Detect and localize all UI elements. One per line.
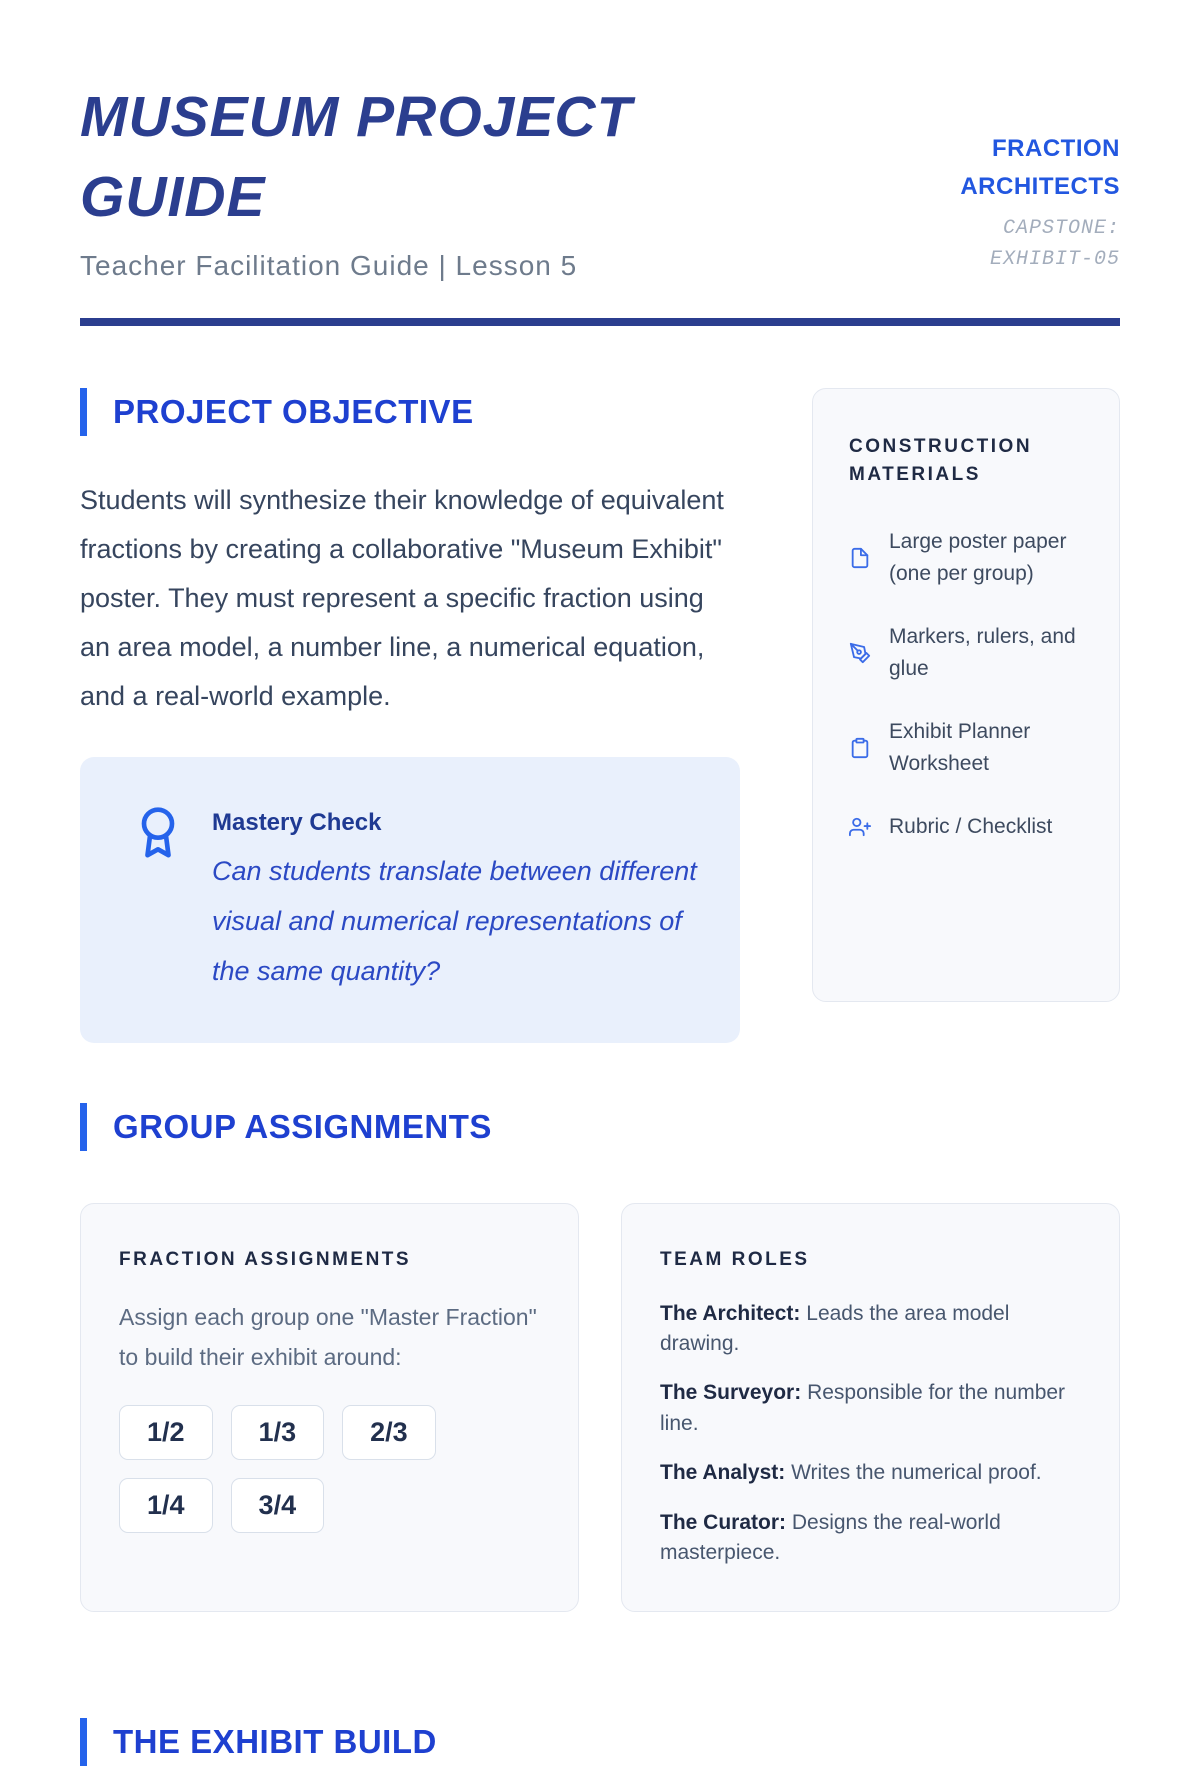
file-icon	[849, 547, 871, 569]
material-label: Large poster paper (one per group)	[889, 529, 1067, 586]
pen-tool-icon	[849, 642, 871, 664]
objective-row	[80, 388, 1120, 1043]
mastery-check-title: Mastery Check	[212, 809, 382, 837]
material-label: Exhibit Planner Worksheet	[889, 719, 1031, 776]
fraction-chip: 1/4	[119, 1478, 213, 1533]
objective-paragraph: Students will synthesize their knowledge of equivalent fractions by creating a collaborative "Museum Exhibit" poster. They must represent a specific fraction using an area model, a number line, a numerical equation, and a real-world example.	[80, 484, 724, 712]
role-name: The Curator:	[660, 1510, 786, 1534]
heading-accent-bar	[80, 1103, 87, 1151]
title-block	[80, 78, 632, 282]
heading-accent-bar	[80, 1718, 87, 1766]
fraction-assignments-card	[80, 1203, 579, 1612]
exhibit-build-section	[80, 1718, 1120, 1766]
group-cards-row	[80, 1203, 1120, 1612]
page-title	[80, 78, 632, 238]
clipboard-icon	[849, 737, 871, 759]
list-item	[849, 621, 1083, 686]
fraction-assignments-heading: FRACTION ASSIGNMENTS	[119, 1249, 412, 1271]
exhibit-build-title: THE EXHIBIT BUILD	[113, 1722, 437, 1760]
heading-accent-bar	[80, 388, 87, 436]
list-item	[660, 1299, 1081, 1360]
user-plus-icon	[849, 816, 871, 838]
materials-heading: CONSTRUCTION MATERIALS	[849, 435, 1033, 486]
fraction-chip: 1/2	[119, 1405, 213, 1460]
role-name: The Surveyor:	[660, 1381, 802, 1405]
project-objective-heading	[80, 388, 740, 436]
list-item	[660, 1508, 1081, 1569]
list-item	[849, 526, 1083, 591]
fraction-assignments-description: Assign each group one "Master Fraction" to build their exhibit around:	[119, 1303, 537, 1370]
fraction-chip: 2/3	[342, 1405, 436, 1460]
group-assignments-title: GROUP ASSIGNMENTS	[113, 1108, 492, 1146]
group-assignments-section	[80, 1103, 1120, 1612]
role-name: The Analyst:	[660, 1461, 786, 1485]
objective-column	[80, 388, 740, 1043]
page-subtitle: Teacher Facilitation Guide | Lesson 5	[80, 249, 578, 281]
fraction-chip: 1/3	[231, 1405, 325, 1460]
list-item	[849, 811, 1083, 844]
list-item	[660, 1458, 1081, 1488]
project-objective-title: PROJECT OBJECTIVE	[113, 392, 474, 430]
list-item	[660, 1378, 1081, 1439]
page-header	[80, 78, 1120, 282]
material-label: Markers, rulers, and glue	[889, 624, 1076, 681]
material-label: Rubric / Checklist	[889, 814, 1053, 838]
role-description: Writes the numerical proof.	[791, 1461, 1042, 1485]
materials-column	[812, 388, 1120, 1043]
team-roles-list	[660, 1299, 1081, 1569]
materials-list	[849, 526, 1083, 844]
role-name: The Architect:	[660, 1301, 801, 1325]
team-roles-card	[621, 1203, 1120, 1612]
mastery-check-question: Can students translate between different visual and numerical representations of the same quantity?	[212, 856, 697, 987]
group-assignments-heading	[80, 1103, 1120, 1151]
list-item	[849, 716, 1083, 781]
mastery-check-text	[212, 803, 700, 997]
header-divider	[80, 318, 1120, 326]
fraction-chip: 3/4	[231, 1478, 325, 1533]
role-description: Responsible for the number line.	[660, 1381, 1066, 1435]
team-roles-heading: TEAM ROLES	[660, 1249, 810, 1271]
page-title-line1: MUSEUM PROJECT	[80, 85, 633, 149]
page-title-line2: GUIDE	[80, 164, 266, 229]
capstone-code: CAPSTONE: EXHIBIT-05	[989, 216, 1120, 271]
fraction-chips	[119, 1405, 540, 1533]
award-icon	[130, 805, 186, 866]
mastery-check-callout	[80, 757, 740, 1043]
construction-materials-card	[812, 388, 1120, 1002]
role-description: Designs the real-world masterpiece.	[660, 1510, 1001, 1565]
brand-block	[902, 78, 1120, 275]
role-description: Leads the area model drawing.	[660, 1301, 1010, 1355]
brand-name: FRACTION ARCHITECTS	[960, 135, 1120, 201]
exhibit-build-heading	[80, 1718, 1120, 1766]
